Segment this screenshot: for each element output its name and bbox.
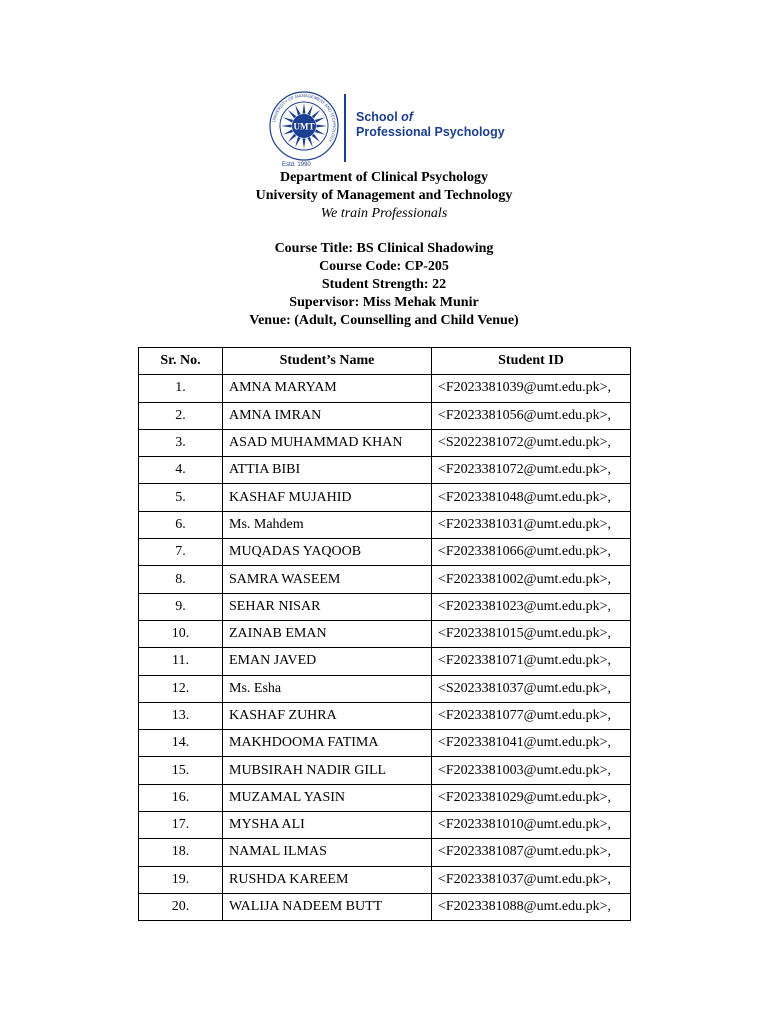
seal-ray [288, 134, 297, 143]
student-id-cell: <F2023381010@umt.edu.pk>, [432, 812, 631, 839]
institution-header [0, 169, 768, 223]
sr-no-cell: 8. [139, 566, 223, 593]
sr-no-cell: 18. [139, 839, 223, 866]
seal-ray [303, 103, 306, 114]
student-id-cell: <F2023381048@umt.edu.pk>, [432, 484, 631, 511]
school-logo [268, 90, 508, 170]
student-id-cell: <F2023381088@umt.edu.pk>, [432, 893, 631, 920]
student-id-cell: <F2023381023@umt.edu.pk>, [432, 593, 631, 620]
course-info [0, 240, 768, 330]
student-name-cell: MUQADAS YAQOOB [223, 539, 432, 566]
seal-ray [315, 129, 325, 134]
table-row [139, 457, 631, 484]
table-row [139, 702, 631, 729]
header-student-name: Student’s Name [223, 348, 432, 375]
logo-divider [344, 94, 346, 162]
established-label: Estd. 1990 [282, 162, 311, 168]
student-name-cell: KASHAF ZUHRA [223, 702, 432, 729]
seal-ray [312, 134, 321, 143]
student-strength: Student Strength: 22 [321, 277, 447, 292]
sr-no-cell: 6. [139, 511, 223, 538]
student-id-cell: <F2023381037@umt.edu.pk>, [432, 866, 631, 893]
student-name-cell: Ms. Mahdem [223, 511, 432, 538]
student-name-cell: MUBSIRAH NADIR GILL [223, 757, 432, 784]
table-row [139, 402, 631, 429]
student-id-cell: <F2023381003@umt.edu.pk>, [432, 757, 631, 784]
sr-no-cell: 10. [139, 620, 223, 647]
sr-no-cell: 1. [139, 375, 223, 402]
student-name-cell: Ms. Esha [223, 675, 432, 702]
student-id-cell: <F2023381066@umt.edu.pk>, [432, 539, 631, 566]
sr-no-cell: 19. [139, 866, 223, 893]
student-id-cell: <F2023381002@umt.edu.pk>, [432, 566, 631, 593]
student-id-cell: <F2023381015@umt.edu.pk>, [432, 620, 631, 647]
student-name-cell: EMAN JAVED [223, 648, 432, 675]
table-row [139, 839, 631, 866]
course-code: Course Code: CP-205 [319, 259, 449, 274]
table-row [139, 648, 631, 675]
student-id-cell: <F2023381071@umt.edu.pk>, [432, 648, 631, 675]
seal-ring-text: UNIVERSITY OF MANAGEMENT AND TECHNOLOGY [271, 92, 338, 144]
student-name-cell: SEHAR NISAR [223, 593, 432, 620]
sr-no-cell: 9. [139, 593, 223, 620]
student-name-cell: WALIJA NADEEM BUTT [223, 893, 432, 920]
student-id-cell: <F2023381041@umt.edu.pk>, [432, 730, 631, 757]
student-id-cell: <F2023381056@umt.edu.pk>, [432, 402, 631, 429]
table-row [139, 730, 631, 757]
department-title: Department of Clinical Psychology [279, 170, 489, 185]
table-row [139, 566, 631, 593]
seal-ray [316, 125, 327, 128]
student-name-cell: RUSHDA KAREEM [223, 866, 432, 893]
table-row [139, 429, 631, 456]
sr-no-cell: 20. [139, 893, 223, 920]
seal-ray [307, 137, 312, 147]
student-table [138, 347, 631, 921]
sr-no-cell: 2. [139, 402, 223, 429]
course-title: Course Title: BS Clinical Shadowing [274, 241, 494, 256]
seal-ray [307, 105, 312, 115]
student-id-cell: <F2023381077@umt.edu.pk>, [432, 702, 631, 729]
sr-no-cell: 15. [139, 757, 223, 784]
table-header-row [139, 348, 631, 375]
student-name-cell: AMNA MARYAM [223, 375, 432, 402]
student-name-cell: ZAINAB EMAN [223, 620, 432, 647]
table-row [139, 893, 631, 920]
school-name-of: of [401, 110, 413, 124]
supervisor: Supervisor: Miss Mehak Munir [289, 295, 479, 310]
student-name-cell: MUZAMAL YASIN [223, 784, 432, 811]
seal-ray [312, 110, 321, 119]
student-id-cell: <F2023381087@umt.edu.pk>, [432, 839, 631, 866]
student-name-cell: AMNA IMRAN [223, 402, 432, 429]
seal-ray [303, 138, 306, 149]
header-student-id: Student ID [432, 348, 631, 375]
sr-no-cell: 3. [139, 429, 223, 456]
school-name-line2: Professional Psychology [356, 125, 505, 139]
student-name-cell: NAMAL ILMAS [223, 839, 432, 866]
table-row [139, 375, 631, 402]
table-row [139, 484, 631, 511]
venue: Venue: (Adult, Counselling and Child Venue) [249, 313, 519, 328]
school-name-line1: School [356, 110, 402, 124]
table-row [139, 620, 631, 647]
university-title: University of Management and Technology [255, 188, 513, 203]
sr-no-cell: 4. [139, 457, 223, 484]
student-id-cell: <F2023381072@umt.edu.pk>, [432, 457, 631, 484]
table-row [139, 593, 631, 620]
seal-ray [288, 110, 297, 119]
student-id-cell: <S2022381072@umt.edu.pk>, [432, 429, 631, 456]
sr-no-cell: 12. [139, 675, 223, 702]
table-row [139, 511, 631, 538]
student-id-cell: <F2023381029@umt.edu.pk>, [432, 784, 631, 811]
student-name-cell: MAKHDOOMA FATIMA [223, 730, 432, 757]
student-name-cell: ATTIA BIBI [223, 457, 432, 484]
student-name-cell: KASHAF MUJAHID [223, 484, 432, 511]
sr-no-cell: 14. [139, 730, 223, 757]
seal-ray [283, 117, 293, 122]
motto: We train Professionals [320, 206, 448, 221]
sr-no-cell: 17. [139, 812, 223, 839]
sr-no-cell: 13. [139, 702, 223, 729]
sr-no-cell: 16. [139, 784, 223, 811]
student-name-cell: SAMRA WASEEM [223, 566, 432, 593]
school-name [356, 110, 505, 140]
sr-no-cell: 5. [139, 484, 223, 511]
table-row [139, 866, 631, 893]
seal-ray [315, 117, 325, 122]
student-name-cell: MYSHA ALI [223, 812, 432, 839]
sr-no-cell: 11. [139, 648, 223, 675]
seal-ray [281, 125, 292, 128]
student-id-cell: <F2023381031@umt.edu.pk>, [432, 511, 631, 538]
seal-ray [295, 105, 300, 115]
seal-ray [283, 129, 293, 134]
student-id-cell: <S2023381037@umt.edu.pk>, [432, 675, 631, 702]
table-row [139, 757, 631, 784]
seal-ray [295, 137, 300, 147]
table-row [139, 539, 631, 566]
header-sr-no: Sr. No. [139, 348, 223, 375]
student-id-cell: <F2023381039@umt.edu.pk>, [432, 375, 631, 402]
umt-seal-logo [268, 90, 340, 162]
table-row [139, 812, 631, 839]
student-name-cell: ASAD MUHAMMAD KHAN [223, 429, 432, 456]
table-row [139, 784, 631, 811]
seal-text: UMT [293, 121, 315, 132]
table-row [139, 675, 631, 702]
sr-no-cell: 7. [139, 539, 223, 566]
